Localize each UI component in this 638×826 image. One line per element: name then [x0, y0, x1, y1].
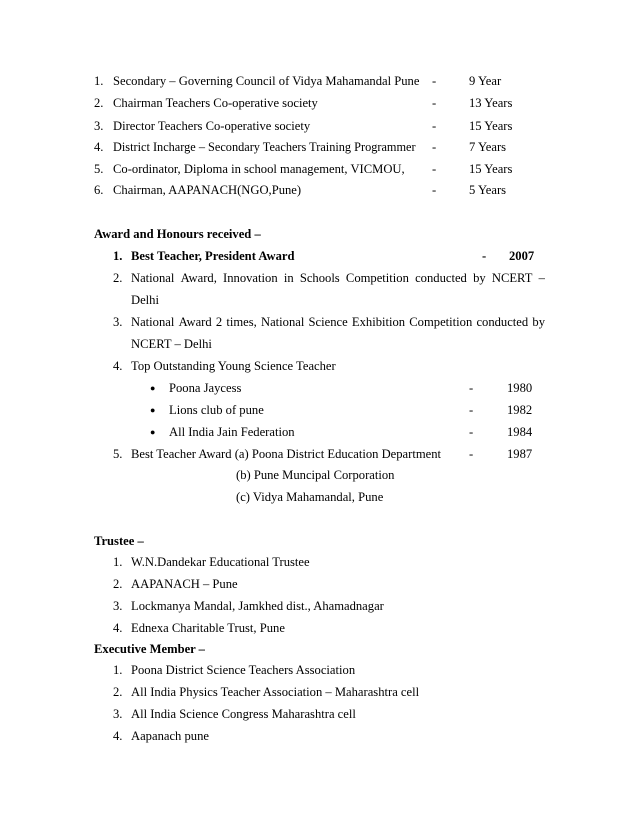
list-number: 2.	[113, 271, 123, 285]
word: in	[283, 271, 294, 285]
list-text-line: (c) Vidya Mahamandal, Pune	[236, 490, 384, 504]
dash: -	[432, 162, 437, 176]
word: by	[473, 271, 486, 285]
list-number: 5.	[113, 447, 123, 461]
list-number: 5.	[94, 162, 104, 176]
list-text: Poona District Science Teachers Association	[131, 663, 356, 677]
word: Schools	[299, 271, 340, 285]
word: conducted	[415, 271, 467, 285]
award-year: 1980	[507, 381, 533, 395]
word: National	[131, 315, 175, 329]
dash: -	[432, 119, 437, 133]
dash: -	[432, 140, 437, 154]
list-text: Ednexa Charitable Trust, Pune	[131, 621, 285, 635]
word: National	[260, 315, 305, 329]
list-number: 2.	[113, 685, 123, 699]
dash: -	[469, 447, 474, 461]
list-text: Best Teacher, President Award	[131, 249, 295, 263]
dash: -	[432, 96, 437, 110]
list-number: 1.	[113, 555, 123, 569]
list-number: 6.	[94, 183, 104, 197]
list-text: Poona Jaycess	[169, 381, 242, 395]
list-text: Chairman Teachers Co-operative society	[113, 96, 318, 110]
list-number: 1.	[113, 663, 123, 677]
years: 13 Years	[469, 96, 513, 110]
word: Exhibition	[351, 315, 406, 329]
list-number: 3.	[113, 707, 123, 721]
bullet-icon: ●	[150, 405, 156, 415]
list-text-line: (b) Pune Muncipal Corporation	[236, 468, 395, 482]
award-year: 1987	[507, 447, 533, 461]
years: 7 Years	[469, 140, 507, 154]
word: Award,	[180, 271, 217, 285]
list-text-line: NCERT – Delhi	[131, 337, 212, 351]
list-text: Director Teachers Co-operative society	[113, 119, 311, 133]
list-text: Best Teacher Award (a) Poona District Education Department	[131, 447, 442, 461]
list-text: Lockmanya Mandal, Jamkhed dist., Ahamadnagar	[131, 599, 384, 613]
dash: -	[469, 403, 474, 417]
bullet-icon: ●	[150, 427, 156, 437]
list-number: 2.	[94, 96, 104, 110]
list-number: 3.	[94, 119, 104, 133]
list-text: Co-ordinator, Diploma in school management, VICMOU,	[113, 162, 405, 176]
list-text: Aapanach pune	[131, 729, 209, 743]
list-text: All India Science Congress Maharashtra cell	[131, 707, 356, 721]
list-number: 3.	[113, 599, 123, 613]
word: Innovation	[223, 271, 278, 285]
list-text: Chairman, AAPANACH(NGO,Pune)	[113, 183, 302, 197]
list-number: 4.	[113, 359, 123, 373]
dash: -	[469, 425, 474, 439]
list-text: All India Physics Teacher Association – Maharashtra cell	[131, 685, 420, 699]
awards-heading: Award and Honours received –	[94, 227, 261, 241]
years: 5 Years	[469, 183, 507, 197]
word: National	[131, 271, 175, 285]
list-text: Secondary – Governing Council of Vidya Mahamandal Pune	[113, 74, 420, 88]
years: 15 Years	[469, 162, 513, 176]
dash: -	[482, 249, 487, 263]
award-year: 2007	[509, 249, 535, 263]
word: Competition	[345, 271, 409, 285]
dash: -	[432, 74, 437, 88]
executive-heading: Executive Member –	[94, 642, 205, 656]
list-text: AAPANACH – Pune	[131, 577, 238, 591]
list-number: 4.	[113, 729, 123, 743]
trustee-heading: Trustee –	[94, 534, 144, 548]
word: 2	[215, 315, 223, 329]
list-number: 2.	[113, 577, 123, 591]
list-text: Lions club of pune	[169, 403, 264, 417]
list-number: 1.	[113, 249, 123, 263]
years: 9 Year	[469, 74, 502, 88]
award-year: 1984	[507, 425, 533, 439]
list-text-line	[131, 314, 545, 330]
word: by	[532, 315, 545, 329]
list-text-line	[131, 270, 545, 286]
word: NCERT	[491, 271, 533, 285]
word: Award	[178, 315, 212, 329]
list-text-line: Delhi	[131, 293, 159, 307]
list-number: 4.	[94, 140, 104, 154]
list-number: 3.	[113, 315, 123, 329]
bullet-icon: ●	[150, 383, 156, 393]
list-text: District Incharge – Secondary Teachers Training Programmer	[113, 140, 416, 154]
list-text: Top Outstanding Young Science Teacher	[131, 359, 336, 373]
dash: -	[432, 183, 437, 197]
award-year: 1982	[507, 403, 533, 417]
list-text: All India Jain Federation	[169, 425, 295, 439]
word: conducted	[476, 315, 529, 329]
years: 15 Years	[469, 119, 513, 133]
list-text: W.N.Dandekar Educational Trustee	[131, 555, 310, 569]
word: times,	[226, 315, 257, 329]
dash: -	[469, 381, 474, 395]
list-number: 4.	[113, 621, 123, 635]
list-number: 1.	[94, 74, 104, 88]
word: Science	[308, 315, 348, 329]
word: –	[538, 271, 545, 285]
word: Competition	[409, 315, 473, 329]
